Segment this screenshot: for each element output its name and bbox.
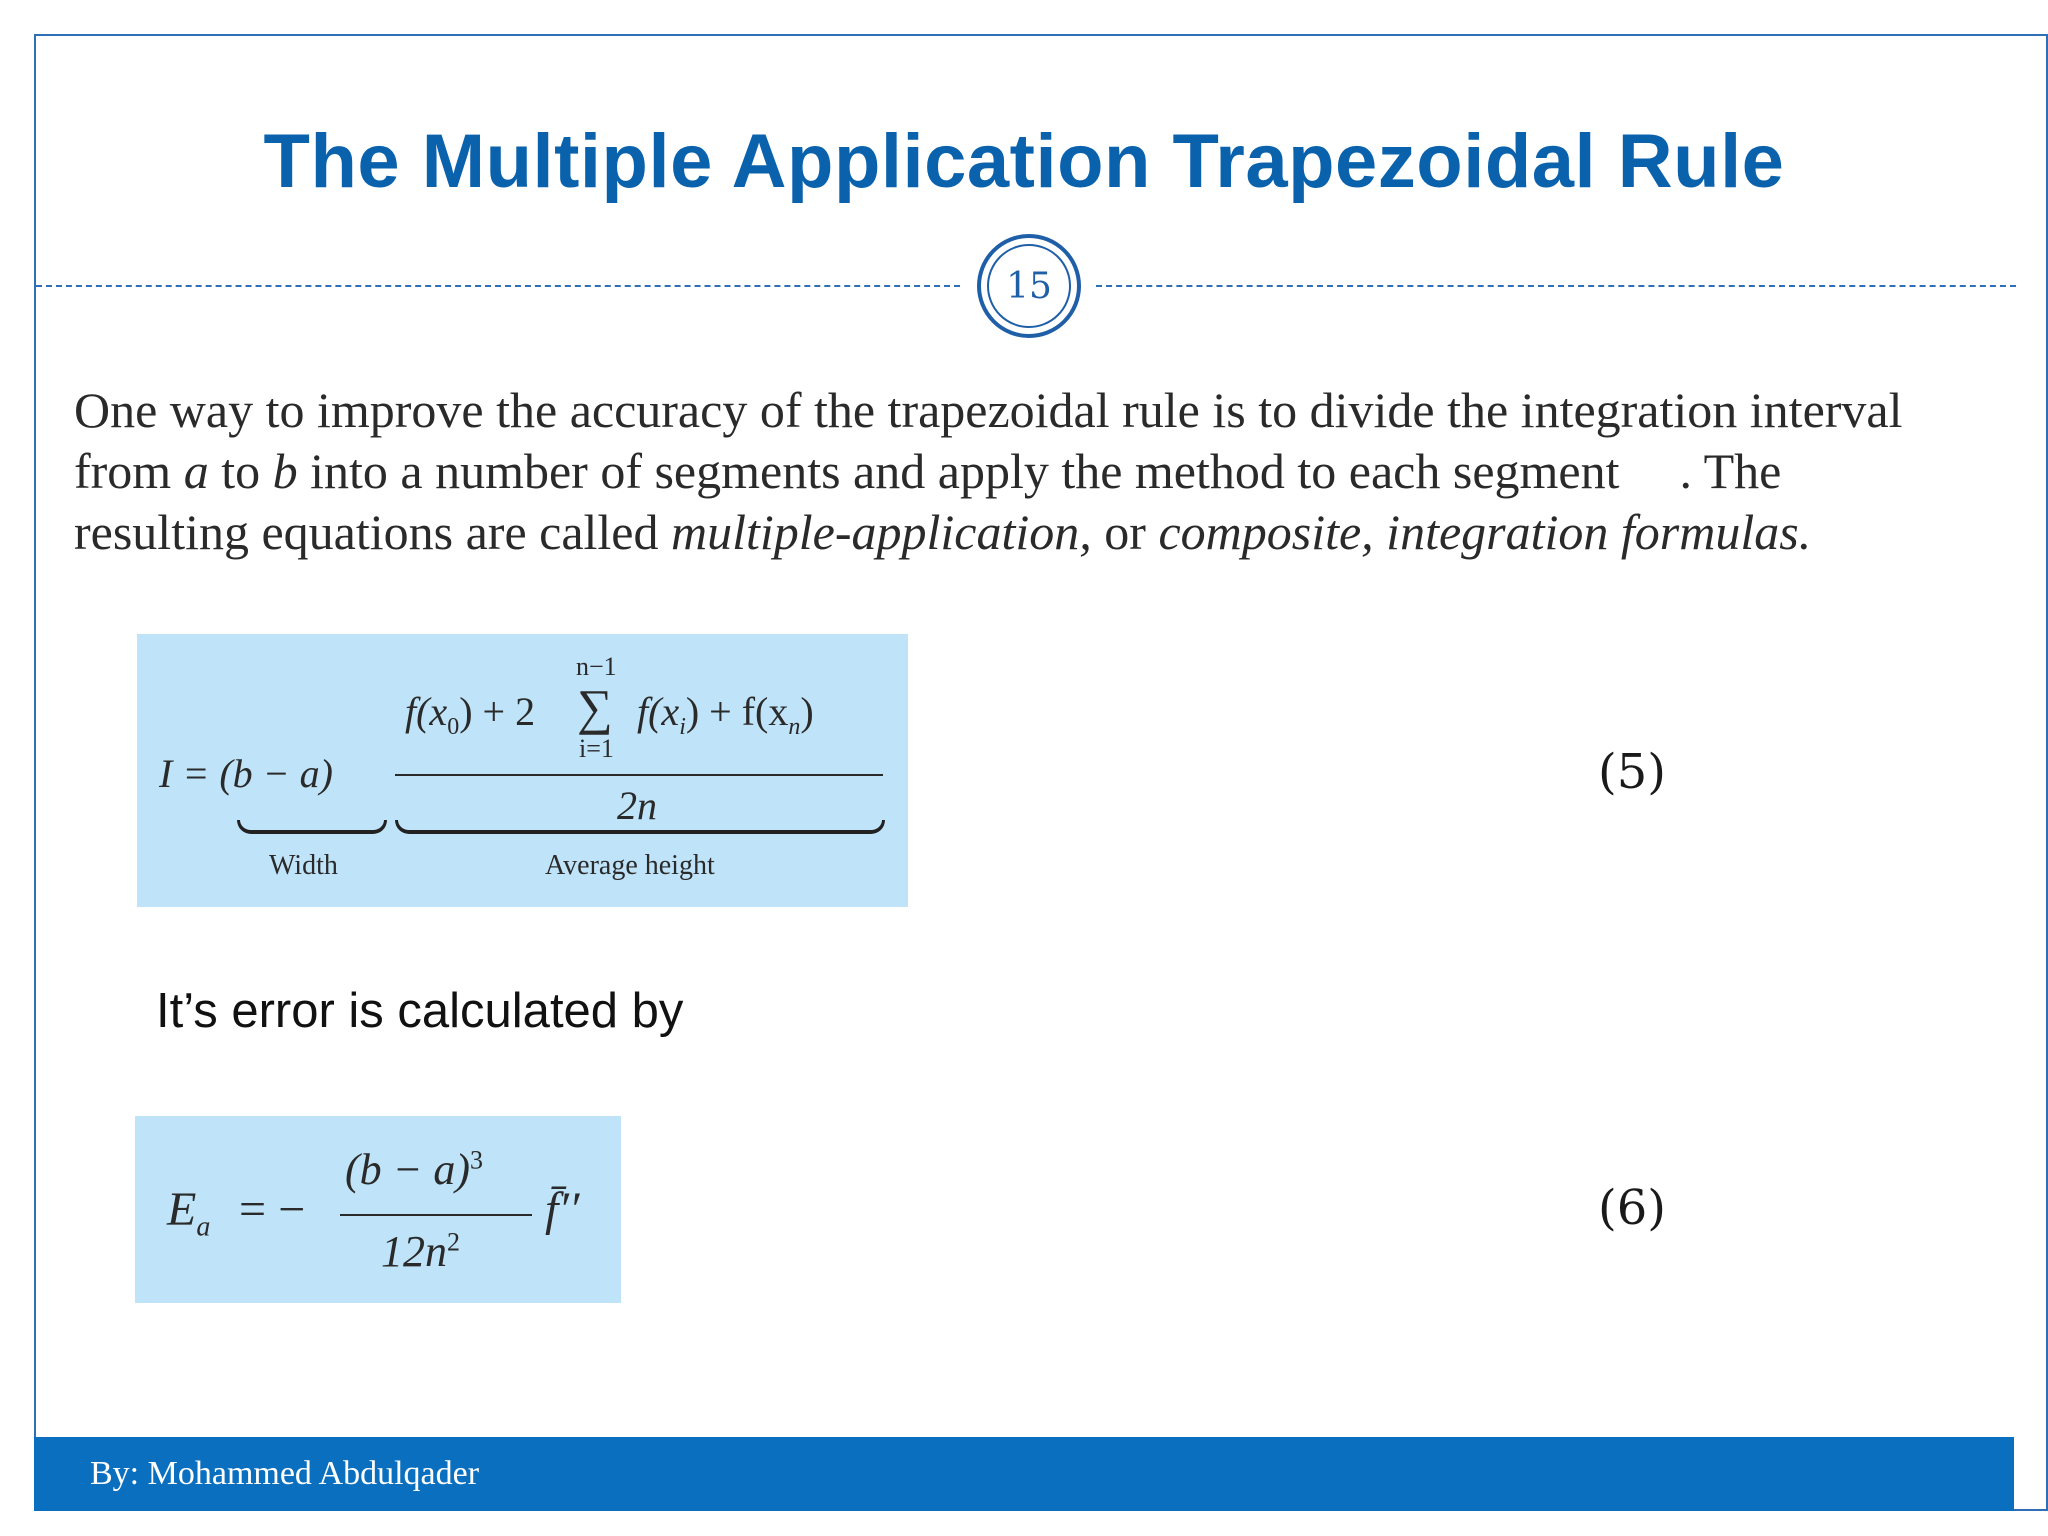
eq5-sum-lower: i=1 [579,734,614,763]
italic-term: composite, integration formulas. [1158,504,1812,560]
intro-text: from [74,443,184,499]
eq6-den-exp: 2 [447,1227,460,1257]
intro-paragraph [74,380,1994,563]
footer-bar [34,1437,2014,1511]
intro-text: resulting equations are called [74,504,671,560]
intro-line-2 [74,441,1994,502]
eq5-height-brace [395,820,885,834]
eq6-lhs-sub: a [196,1211,211,1243]
intro-text: . The [1679,443,1782,499]
eq6-lhs [167,1182,210,1244]
slide-title: The Multiple Application Trapezoidal Rule [263,119,1785,204]
intro-text: into a number of segments and apply the method to each segment [297,443,1620,499]
eq6-den-text: 12n [381,1227,447,1276]
eq5-num-text: f(x [637,689,680,734]
equation-5-number: (5) [1598,744,1666,800]
eq5-num-text: f(x [405,689,448,734]
page-number-badge [977,234,1081,338]
eq5-lhs-text: I = (b − a) [159,751,333,796]
intro-line-1: One way to improve the accuracy of the trapezoidal rule is to divide the integration interval [74,382,1903,438]
title-divider-left [36,285,960,287]
equation-6-box [135,1116,621,1303]
footer-author: By: Mohammed Abdulqader [90,1455,480,1492]
eq5-sub: n [788,714,801,740]
eq6-fraction-bar [340,1214,532,1216]
eq6-equals: = − [239,1183,306,1236]
eq5-sum-upper: n−1 [576,652,617,681]
eq5-fraction-bar [395,774,883,776]
var-a: a [183,443,209,499]
eq5-lhs [159,750,333,797]
intro-text: or [1091,504,1159,560]
eq5-num-text: ) + 2 [459,689,536,734]
eq5-label-width: Width [269,850,338,881]
eq5-label-average-height: Average height [545,850,715,881]
eq6-numerator [345,1144,483,1195]
italic-term: multiple-application, [671,504,1092,560]
eq5-den-text: 2n [617,783,657,828]
equation-6-number: (6) [1598,1180,1666,1236]
eq5-sub: 0 [447,714,460,740]
intro-text: to [208,443,273,499]
eq5-numerator-right [637,688,814,741]
eq5-width-brace [237,820,387,834]
eq6-fbar [545,1182,579,1237]
eq5-sum-symbol: ∑ [577,679,613,735]
error-intro-text: It’s error is calculated by [156,984,684,1038]
eq5-numerator [405,688,535,741]
eq5-num-text: ) + f(x [685,689,789,734]
eq6-num-exp: 3 [470,1145,483,1175]
eq6-lhs-text: E [167,1183,197,1236]
var-b: b [272,443,298,499]
eq6-fbar-text: f̄′′ [545,1183,580,1236]
eq6-denominator [381,1226,460,1277]
equation-5-box [137,634,908,907]
eq5-num-text: ) [800,689,814,734]
page-number: 15 [987,244,1071,328]
eq6-num-text: (b − a) [345,1145,470,1194]
eq5-sub: i [679,714,686,740]
intro-line-3 [74,502,1994,563]
title-divider-right [1096,285,2016,287]
